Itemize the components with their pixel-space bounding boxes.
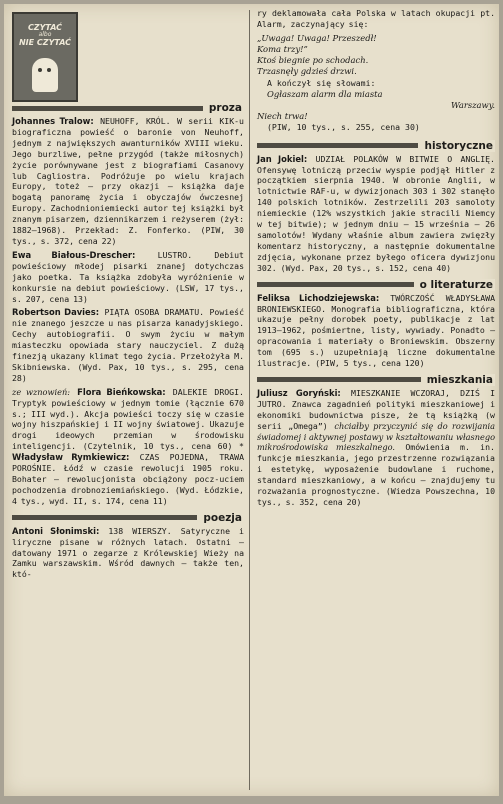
author-lichodziejewska: Feliksa Lichodziejewska: [257,292,380,303]
poem-line-1: „Uwaga! Uwaga! Przeszedł! [257,32,377,43]
section-rule [257,377,421,382]
logo-eye-right [47,68,51,72]
body-jokiel: Ofensywę lotniczą przeciw wyspie podjął Hitler z początkiem sierpnia 1940. W obronie Anglii, w lotnictwie RAF-u, w dywizjonach 303 i 302 stanęło 140 polskich lotników. Zestrzelili 203 samoloty niemieckie (12% wszystkich jakie stracili Niemcy w tej bitwie); w jednym dniu — 15 września — 26 samolotów! Wydany właśnie album zawiera zwięzły komentarz historyczny, a następnie dokumentalne zdjęcia, wykonane przez byłego oficera dywizjonu 302. (Wyd. Pax, 20 tys., s. 152, cena 40) [257,164,495,273]
section-title-historyczne: historyczne [424,139,493,152]
author-tralow: Johannes Tralow: [12,116,94,126]
slonimski-publisher: (PIW, 10 tys., s. 255, cena 30) [267,122,420,133]
title-bienkowska: DALEKIE DROGI. [172,386,244,397]
title-davies: PIĄTA OSOBA DRAMATU. [104,307,205,318]
body-slonimski: Satyryczne i liryczne pisane w różnych latach. Ostatni — datowany 1971 o zegarze z Królewskiej Wieży na Zamku warszawskim. Wśród dawnych — także ten, któ- [12,525,244,580]
review-davies [12,307,244,383]
section-head-poezja [12,510,244,526]
section-rule [12,515,197,520]
body-gorynski-a: Znawca zagadnień polityki mieszkaniowej i ekonomiki budownictwa pisze, że tą książką (w serii „Omega”) [257,398,495,431]
poem-line-7: Niech trwa! [257,111,308,122]
logo-eye-left [38,68,42,72]
section-title-proza: proza [208,102,242,114]
author-jokiel: Jan Jokiel: [257,153,308,164]
review-slonimski [12,526,244,581]
slonimski-cont-text: ry deklamowała cała Polska w latach okupacji pt. Alarm, zaczynający się: [257,8,495,29]
author-gorynski: Juliusz Goryński: [257,387,341,398]
wznowien-label: ze wznowień: [12,386,70,397]
body-bialous: Debiut powieściowy młodej pisarki znanej dotychczas jako poetka. Ta książka zdobyła wyróżnienie w konkursie na debiut powieściowy. (LSW, 17 tys., s. 207, cena 13) [12,249,244,304]
section-head-o-literaturze [257,277,495,293]
title-slonimski: 138 WIERSZY. [108,525,172,536]
body-gorynski-b: Omówienia m. in. funkcje mieszkania, jego przestrzenne rozwiązania i estetykę, wyposażenie budowlane i ruchome, standard mieszkaniowy, a w końcu — znajdujemy tu rozważania prognostyczne. (Wiedza Powszechna, 10 tys., s. 352, cena 20) [257,442,495,508]
review-lichodziejewska [257,293,495,369]
left-column [12,12,244,583]
author-bialous: Ewa Białous-Drescher: [12,249,136,260]
review-gorynski [257,388,495,508]
logo-line-1: CZYTAĆ [27,23,63,32]
author-bienkowska: Flora Bieńkowska: [77,386,166,397]
body-bienkowska: Tryptyk powieściowy w jednym tomie (łącznie 670 s.; III wyd.). Akcja powieści toczy się w czasie wojny hiszpańskiej i II wojny światowej. Ukazuje drogi ideowych przemian w środowisku inteligencji. (Czytelnik, 10 tys., cena 60) * [12,397,244,452]
quote-gorynski: chciałby przyczynić się do rozwijania świadomej i aktywnej postawy w kształtowaniu własnego mikrośrodowiska mieszkalnego. [257,420,495,453]
magazine-page [4,4,499,796]
poem-line-4: Trzasnęły gdzieś drzwi. [257,66,357,77]
section-rule [257,282,414,287]
title-bialous: LUSTRO. [157,249,193,260]
section-head-historyczne [257,138,495,154]
logo-line-3: NIE CZYTAĆ [18,37,72,47]
review-bialous [12,250,244,305]
logo-line-2: albo [38,31,52,39]
body-rymkiewicz: Łódź w czasie rewolucji 1905 roku. Bohater — rewolucjonista obciążony pocz-uciem pochodzenia drobnoziemiańskiego. (Wyd. Łódzkie, 4 tys., wyd. II, s. 174, cena 11) [12,463,244,506]
title-lichodziejewska: TWÓRCZOŚĆ WŁADYSŁAWA BRONIEWSKIEGO. [257,292,495,314]
section-rule [257,143,418,148]
poem-line-5: Ogłaszam alarm dla miasta [267,88,383,99]
title-tralow: NEUHOFF, KRÓL. [100,116,171,126]
poem-line-6: Warszawy. [450,100,495,111]
poem-ending-intro: A kończył się słowami: [267,77,376,88]
poem-line-3: Ktoś biegnie po schodach. [257,55,369,66]
author-rymkiewicz: Władysław Rymkiewicz: [12,452,130,463]
section-rule [12,106,203,111]
section-title-o-literaturze: o literaturze [419,278,493,291]
section-head-proza [12,100,244,116]
section-title-poezja: poezja [203,511,242,524]
section-head-mieszkania [257,372,495,388]
title-rymkiewicz: CZAS POJEDNA, TRAWA POROŚNIE. [12,452,244,474]
review-bienkowska [12,387,244,507]
czytac-logo [12,12,78,102]
title-jokiel: UDZIAŁ POLAKÓW W BITWIE O ANGLIĘ. [315,153,495,164]
review-tralow [12,116,244,247]
author-slonimski: Antoni Słonimski: [12,525,100,536]
poem-line-2: Koma trzy!” [257,44,308,55]
review-jokiel [257,154,495,274]
poem-alarm [257,33,495,134]
column-divider [249,10,250,790]
body-lichodziejewska: Monografia bibliograficzna, która ukazuje pełny dorobek poety, publikacje z lat 1913—1962, pośmiertne, listy, wywiady. Ponadto — opracowania i materiały o Broniewskim. Obszerny tom (695 s.) uzupełniają liczne dokumentalne ilustracje. (PIW, 5 tys., cena 120) [257,303,495,369]
right-column [257,8,495,511]
title-gorynski: MIESZKANIE WCZORAJ, DZIŚ I JUTRO. [257,387,496,409]
author-davies: Robertson Davies: [12,307,100,318]
logo-text [14,24,76,47]
logo-figure-icon [32,58,58,92]
section-title-mieszkania: mieszkania [426,373,493,386]
body-tralow: W serii KIK-u biograficzna powieść o baronie von Neuhoff, jednym z największych awanturników XVIII wieku. Jego burzliwe, pełne przygód (także miłosnych) życie porównywane jest z biografiami Casanovy lub Cagliostra. Podróżuje po wielu krajach Europy, toteż — przy okazji — książka daje bogatą panoramę życia i obyczajów ówczesnej Europy. Zachodnioniemiecki autor tej książki był znanym pisarzem, dziennikarzem i reżyserem (żył: 1882—1968). Przekład: Z. Fonferko. (PIW, 30 tys., s. 372, cena 22) [12,116,244,246]
slonimski-continued [257,8,495,30]
body-davies: Powieść nie znanego jeszcze u nas pisarza kanadyjskiego. Cechy autobiografii. O swym życiu w małym miasteczku opowiada stary nauczyciel. Z dużą finezją ukazany klimat tego życia. Przełożyła M. Skibniewska. (Wyd. Pax, 10 tys., s. 295, cena 28) [12,307,245,383]
